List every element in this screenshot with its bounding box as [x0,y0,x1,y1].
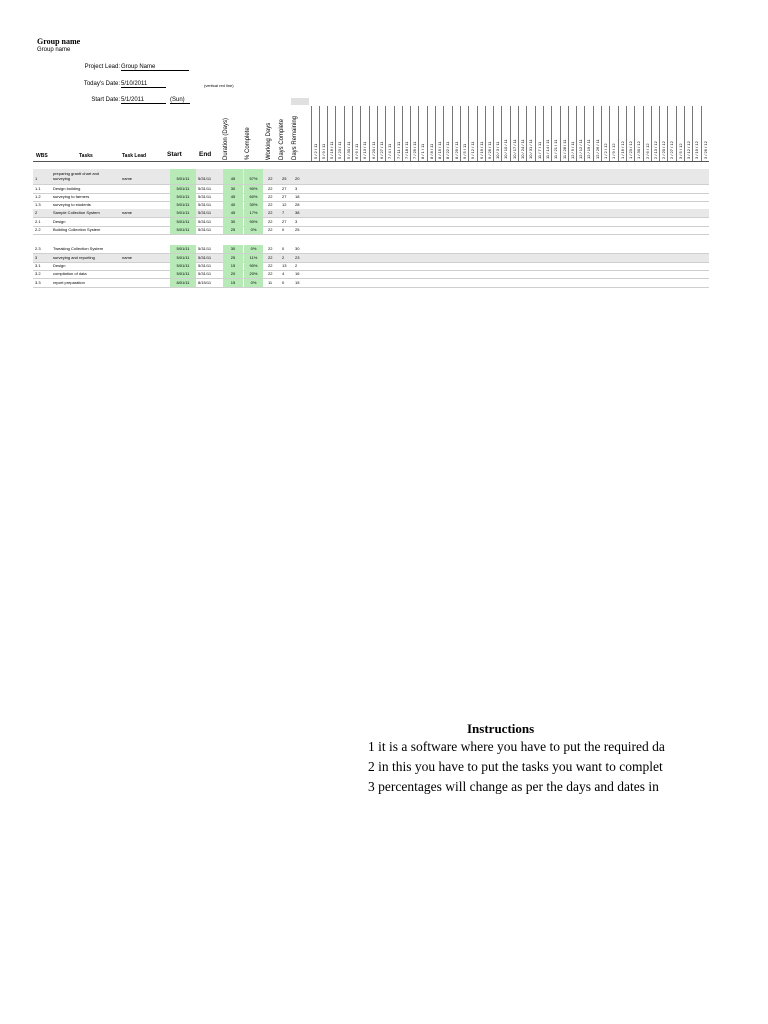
task-name-cell: Design [53,219,66,224]
timeline-divider [584,106,585,161]
timeline-date-header: 9 / 19 / 11 [478,141,484,159]
start-date-cell: 5/01/11 [170,218,196,226]
start-date-cell: 5/01/11 [170,185,196,193]
timeline-date-header: 7 / 4 / 11 [387,143,393,159]
duration-cell: 40 [223,201,243,209]
instruction-text: it is a software where you have to put the required da [378,739,665,754]
timeline-date-header: 3 / 26 / 12 [702,141,708,159]
timeline-date-header: 8 / 1 / 11 [420,143,426,159]
wbs-cell: 1 [35,176,38,181]
days-remaining-cell: 3 [295,186,298,191]
timeline-divider [543,106,544,161]
days-remaining-cell: 28 [295,202,300,207]
table-row[interactable] [33,169,709,184]
col-header-days-remaining: Days Remaining [292,115,298,160]
col-header-duration: Duration (Days) [223,117,229,160]
end-date-cell: 5/31/11 [198,176,212,181]
timeline-date-header: 9 / 5 / 11 [461,143,467,159]
timeline-date-header: 10 / 17 / 11 [511,139,517,159]
days-remaining-cell: 23 [295,255,300,260]
timeline-divider [551,106,552,161]
table-row[interactable] [33,262,709,270]
timeline-date-header: 6 / 13 / 11 [362,141,368,159]
timeline-divider [601,106,602,161]
days-complete-cell: 12 [282,202,287,207]
instruction-text: percentages will change as per the days and dates in [378,779,659,794]
working-days-cell: 22 [268,227,273,232]
working-days-cell: 22 [268,219,273,224]
days-complete-cell: 0 [282,227,285,232]
timeline-divider [560,106,561,161]
task-name-cell: Tweaking Collection System [53,246,104,251]
timeline-divider [410,106,411,161]
duration-cell: 30 [223,218,243,226]
table-row[interactable] [33,201,709,209]
end-date-cell: 5/31/11 [198,263,212,268]
todays-date-label: Today's Date: [83,81,120,87]
wbs-cell: 1.1 [35,186,41,191]
timeline-divider [618,106,619,161]
timeline-date-header: 11 / 14 / 11 [544,139,550,159]
days-remaining-cell: 20 [295,176,300,181]
instruction-number: 3 [368,779,375,794]
col-header-wbs: WBS [36,153,48,159]
timeline-date-header: 2 / 27 / 12 [669,141,675,159]
table-row[interactable] [33,254,709,262]
table-row[interactable] [33,270,709,278]
wbs-cell: 3 [35,255,38,260]
timeline-date-header: 1 / 30 / 12 [636,141,642,159]
timeline-divider [701,106,702,161]
timeline-date-header: 9 / 26 / 11 [486,141,492,159]
col-header-working-days: Working Days [266,122,272,160]
working-days-cell: 11 [268,280,273,285]
days-complete-cell: 13 [282,263,287,268]
working-days-cell: 22 [268,255,273,260]
end-date-cell: 5/31/11 [198,219,212,224]
wbs-cell: 1.2 [35,194,41,199]
timeline-date-header: 8 / 22 / 11 [445,141,451,159]
timeline-date-header: 1 / 2 / 12 [603,143,608,159]
instruction-item [368,779,700,795]
days-complete-cell: 27 [282,186,287,191]
start-day-label: (Sun) [170,97,190,104]
timeline-date-header: 11 / 21 / 11 [553,139,559,159]
working-days-cell: 22 [268,271,273,276]
working-days-cell: 22 [268,263,273,268]
timeline-date-header: 7 / 11 / 11 [395,141,401,159]
timeline-divider [526,106,527,161]
col-header-end: End [199,151,212,158]
duration-cell: 45 [223,209,243,217]
timeline-date-header: 3 / 5 / 12 [677,143,683,159]
days-complete-cell: 27 [282,219,287,224]
percent-complete-cell: 90% [244,218,263,226]
timeline-date-header: 3 / 12 / 12 [686,141,691,159]
timeline-divider [518,106,519,161]
days-complete-cell: 0 [282,280,285,285]
timeline-date-header: 10 / 31 / 11 [528,139,534,159]
wbs-cell: 2.1 [35,219,41,224]
timeline-date-header: 5 / 23 / 11 [337,141,343,159]
start-date-cell: 8/01/11 [170,279,196,287]
duration-cell: 25 [223,226,243,234]
timeline-divider [659,106,660,161]
timeline-divider [435,106,436,161]
start-date-cell: 5/01/11 [170,201,196,209]
start-date-cell: 5/01/11 [170,169,196,184]
col-header-complete: % Complete [245,127,251,160]
days-remaining-cell: 18 [295,194,300,199]
project-lead-field[interactable]: Group Name [121,64,189,71]
task-name-cell: compilation of data [53,271,87,276]
instructions-title: Instructions [467,721,535,736]
table-row[interactable] [33,185,709,193]
todays-date-note: (vertical red line) [204,83,234,88]
timeline-divider [568,106,569,161]
wbs-cell: 3.1 [35,263,41,268]
col-header-tasks: Tasks [79,153,93,159]
wbs-cell: 1.3 [35,202,41,207]
group-title: Group name [37,37,81,46]
timeline-divider [344,106,345,161]
table-row[interactable] [33,193,709,201]
end-date-cell: 5/31/11 [198,255,212,260]
days-complete-cell: 27 [282,194,287,199]
timeline-divider [477,106,478,161]
end-date-cell: 8/15/11 [198,280,212,285]
timeline-divider [692,106,693,161]
instruction-item [368,739,700,755]
days-remaining-cell: 38 [295,210,300,215]
start-date-cell: 5/01/11 [170,193,196,201]
start-date-cell: 5/01/11 [170,270,196,278]
timeline-divider [493,106,494,161]
timeline-divider [576,106,577,161]
col-header-start: Start [167,151,182,158]
table-row[interactable] [33,279,709,287]
task-name-cell: Design [53,263,66,268]
wbs-cell: 3.3 [35,280,41,285]
duration-cell: 30 [223,245,243,253]
timeline-divider [501,106,502,161]
timeline-divider [643,106,644,161]
start-date-cell: 5/01/11 [170,254,196,262]
working-days-cell: 22 [268,202,273,207]
timeline-divider [634,106,635,161]
timeline-date-header: 12 / 26 / 11 [594,139,600,159]
task-name-cell: report preparation [53,280,85,285]
end-date-cell: 5/31/11 [198,210,212,215]
timeline-date-header: 1 / 23 / 12 [627,141,633,159]
timeline-divider [327,106,328,161]
percent-complete-cell: 90% [244,262,263,270]
timeline-divider [667,106,668,161]
days-remaining-cell: 16 [295,271,300,276]
table-row[interactable] [33,209,709,217]
percent-complete-cell: 90% [244,185,263,193]
percent-complete-cell: 0% [244,226,263,234]
percent-complete-cell: 0% [244,279,263,287]
task-name-cell: Design building [53,186,81,191]
group-subtitle: Group name [37,47,71,53]
start-date-label: Start Date: [91,97,120,103]
timeline-divider [418,106,419,161]
days-complete-cell: 7 [282,210,285,215]
working-days-cell: 22 [268,176,273,181]
end-date-cell: 5/31/11 [198,227,212,232]
wbs-cell: 2.2 [35,227,41,232]
task-name-cell: surveying and reporting [53,255,95,260]
duration-cell: 15 [223,279,243,287]
percent-complete-cell: 60% [244,193,263,201]
timeline-divider [402,106,403,161]
working-days-cell: 22 [268,210,273,215]
wbs-cell: 2 [35,210,38,215]
instruction-number: 2 [368,759,375,774]
timeline-divider [684,106,685,161]
header-divider [33,161,709,162]
start-date-cell: 5/01/11 [170,226,196,234]
task-name-cell: preparing grantt chart and surveying [53,171,100,181]
timeline-date-header: 7 / 25 / 11 [412,141,418,159]
instruction-item [368,759,700,775]
days-remaining-cell: 3 [295,219,298,224]
timeline-date-header: 2 / 6 / 12 [644,143,650,159]
timeline-date-header: 10 / 3 / 11 [495,141,501,159]
duration-cell: 25 [223,254,243,262]
timeline-date-header: 1 / 9 / 12 [611,143,617,159]
percent-complete-cell: 17% [244,209,263,217]
timeline-divider [676,106,677,161]
end-date-cell: 5/31/11 [198,202,212,207]
instruction-text: in this you have to put the tasks you want to complet [378,759,663,774]
timeline-divider [651,106,652,161]
duration-cell: 45 [223,169,243,184]
timeline-date-header: 12 / 5 / 11 [569,141,575,159]
days-complete-cell: 0 [282,246,285,251]
timeline-scroll-handle[interactable] [291,98,309,105]
timeline-divider [311,106,312,161]
timeline-date-header: 10 / 24 / 11 [520,139,525,159]
timeline-divider [452,106,453,161]
task-lead-cell: name [122,255,133,260]
timeline-divider [535,106,536,161]
end-date-cell: 5/31/11 [198,271,212,276]
timeline-date-header: 10 / 10 / 11 [503,139,509,159]
percent-complete-cell: 0% [244,245,263,253]
timeline-divider [609,106,610,161]
col-header-days-complete: Days Complete [279,118,285,160]
col-header-task-lead: Task Lead [122,153,147,159]
task-lead-cell: name [122,176,133,181]
timeline-divider [385,106,386,161]
start-date-cell: 5/01/11 [170,209,196,217]
timeline-date-header: 2 / 20 / 12 [661,141,667,159]
timeline-date-header: 6 / 27 / 11 [378,141,384,159]
timeline-date-header: 5 / 30 / 11 [345,141,351,159]
timeline-date-header: 12 / 19 / 11 [586,139,592,159]
days-remaining-cell: 25 [295,227,300,232]
table-row[interactable] [33,245,709,253]
timeline-divider [443,106,444,161]
duration-cell: 15 [223,262,243,270]
timeline-divider [360,106,361,161]
end-date-cell: 5/31/11 [198,186,212,191]
timeline-date-header: 6 / 20 / 11 [370,141,376,159]
timeline-divider [468,106,469,161]
percent-complete-cell: 30% [244,201,263,209]
wbs-cell: 2.3 [35,246,41,251]
timeline-date-header: 3 / 19 / 12 [694,141,700,159]
timeline-date-header: 8 / 15 / 11 [437,141,442,159]
days-complete-cell: 25 [282,176,287,181]
timeline-date-header: 5 / 16 / 11 [329,141,335,159]
timeline-divider [369,106,370,161]
timeline-divider [377,106,378,161]
working-days-cell: 22 [268,186,273,191]
timeline-divider [394,106,395,161]
timeline-divider [319,106,320,161]
duration-cell: 45 [223,193,243,201]
duration-cell: 30 [223,185,243,193]
timeline-date-header: 11 / 28 / 11 [561,139,567,159]
row-divider [33,234,709,235]
timeline-date-header: 6 / 6 / 11 [354,143,359,159]
timeline-divider [335,106,336,161]
timeline-divider [510,106,511,161]
percent-complete-cell: 11% [244,254,263,262]
timeline-divider [352,106,353,161]
end-date-cell: 5/31/11 [198,194,212,199]
timeline-divider [593,106,594,161]
timeline-date-header: 5 / 2 / 11 [312,143,318,159]
task-name-cell: surveying to farmers [53,194,90,199]
timeline-date-header: 8 / 29 / 11 [453,141,459,159]
percent-complete-cell: 57% [244,169,263,184]
table-row[interactable] [33,226,709,234]
days-remaining-cell: 2 [295,263,298,268]
days-remaining-cell: 15 [295,280,300,285]
percent-complete-cell: 20% [244,270,263,278]
working-days-cell: 22 [268,194,273,199]
wbs-cell: 3.2 [35,271,41,276]
timeline-divider [427,106,428,161]
timeline-date-header: 7 / 18 / 11 [403,141,409,159]
end-date-cell: 5/31/11 [198,246,212,251]
timeline-date-header: 9 / 12 / 11 [470,141,476,159]
start-date-cell: 5/01/11 [170,262,196,270]
todays-date-field[interactable]: 5/10/2011 [121,81,166,88]
task-name-cell: Sample Collection System [53,210,100,215]
timeline-divider [626,106,627,161]
timeline-date-header: 5 / 9 / 11 [320,143,326,159]
timeline-date-header: 11 / 7 / 11 [536,141,542,159]
days-complete-cell: 2 [282,255,285,260]
project-lead-label: Project Lead: [84,64,120,70]
timeline-divider [485,106,486,161]
timeline-date-header: 1 / 16 / 12 [619,141,625,159]
timeline-date-header: 2 / 13 / 12 [652,141,658,159]
days-complete-cell: 4 [282,271,285,276]
timeline-date-header: 12 / 12 / 11 [578,139,584,159]
duration-cell: 20 [223,270,243,278]
start-date-cell: 5/01/11 [170,245,196,253]
instruction-number: 1 [368,739,375,754]
task-name-cell: surveying to students [53,202,91,207]
start-date-field[interactable]: 5/1/2011 [121,97,166,104]
days-remaining-cell: 30 [295,246,300,251]
row-divider [33,287,709,288]
working-days-cell: 22 [268,246,273,251]
timeline-divider [460,106,461,161]
task-lead-cell: name [122,210,133,215]
table-row[interactable] [33,218,709,226]
timeline-date-header: 8 / 8 / 11 [428,143,434,159]
task-name-cell: Building Collection System [53,227,101,232]
